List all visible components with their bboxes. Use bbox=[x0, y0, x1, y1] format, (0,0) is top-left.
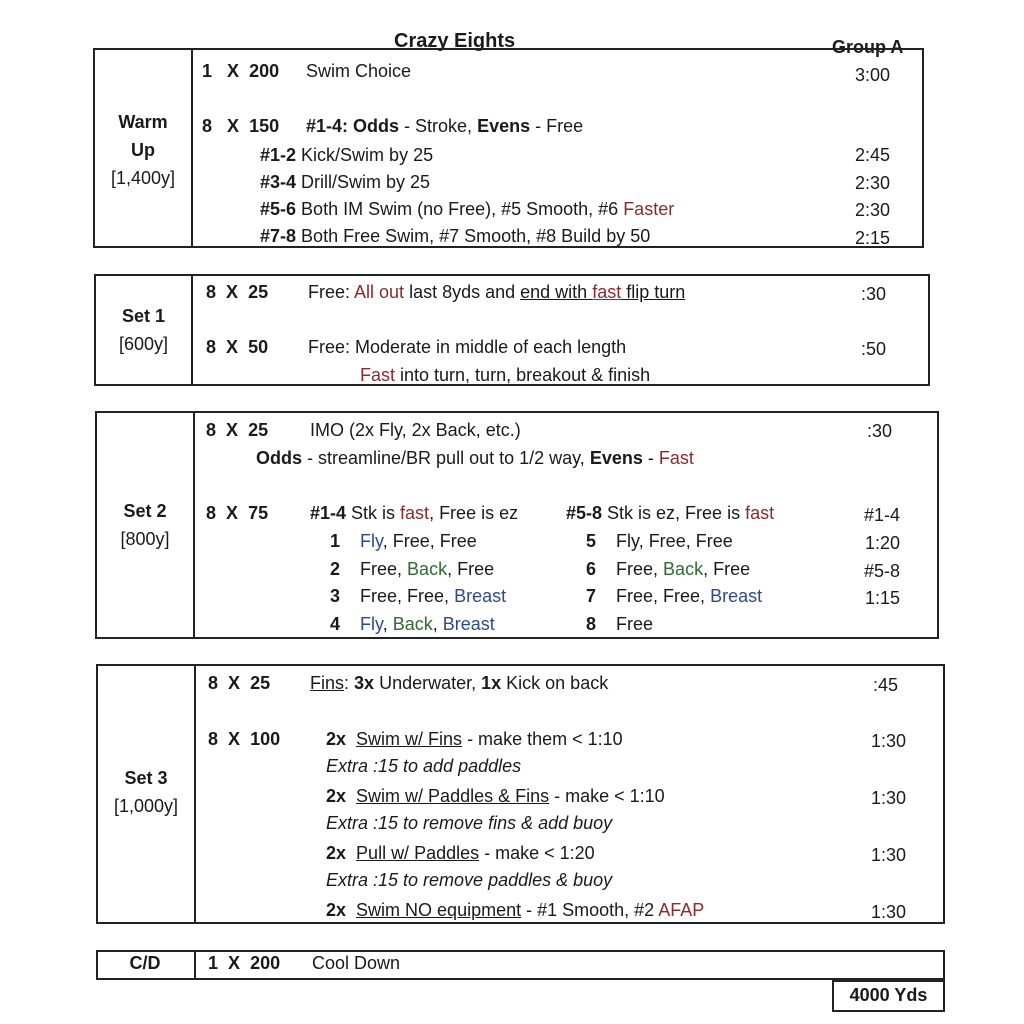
distance: 75 bbox=[248, 503, 269, 523]
set2-right-item-8 bbox=[586, 611, 653, 637]
total-yards: 4000 Yds bbox=[849, 985, 928, 1005]
rep-text: 2x bbox=[326, 786, 347, 806]
sub-number: #3-4 bbox=[260, 172, 297, 192]
set3-row1-time: :45 bbox=[872, 675, 898, 695]
distance: 25 bbox=[250, 673, 271, 693]
set2-time-val1: 1:20 bbox=[864, 533, 900, 553]
item-number: 1 bbox=[330, 531, 341, 551]
item-number: 7 bbox=[586, 586, 597, 606]
back-text: Back bbox=[663, 559, 704, 579]
text: Free, bbox=[616, 559, 664, 579]
set3-item-2-time: 1:30 bbox=[870, 788, 906, 808]
text: , bbox=[382, 614, 393, 634]
odds-label: Odds bbox=[256, 448, 303, 468]
set1-row1-time: :30 bbox=[860, 284, 886, 304]
underlined-text: end with bbox=[520, 282, 593, 302]
set3-item-1-time: 1:30 bbox=[870, 731, 906, 751]
text: , Free bbox=[447, 559, 495, 579]
fast-text: fast bbox=[592, 282, 622, 302]
breast-text: Breast bbox=[442, 614, 495, 634]
underlined-text: Swim NO equipment bbox=[356, 900, 522, 920]
distance: 25 bbox=[248, 282, 269, 302]
fast-text: fast bbox=[745, 503, 775, 523]
item-number: 2 bbox=[330, 559, 341, 579]
fast-text: Fast bbox=[360, 365, 396, 385]
x: X bbox=[228, 673, 241, 693]
sub-desc: Both IM Swim (no Free), #5 Smooth, #6 bbox=[301, 199, 624, 219]
back-text: Back bbox=[392, 614, 433, 634]
set1-label bbox=[96, 302, 191, 358]
underlined-text: flip turn bbox=[621, 282, 686, 302]
set2-right-head bbox=[566, 500, 774, 526]
text: Kick on back bbox=[501, 673, 609, 693]
warmup-sub2-time: 2:30 bbox=[854, 173, 890, 193]
cooldown-set bbox=[208, 953, 280, 974]
set2-label bbox=[97, 497, 193, 553]
warmup-sub2 bbox=[260, 169, 430, 195]
item-number: 8 bbox=[586, 614, 597, 634]
warmup-label-line1: Warm bbox=[118, 112, 168, 132]
text: into turn, turn, breakout & finish bbox=[395, 365, 651, 385]
text: Free bbox=[616, 614, 654, 634]
fly-text: Fly bbox=[360, 614, 383, 634]
text: - bbox=[642, 448, 659, 468]
warmup-row1-desc: Swim Choice bbox=[306, 61, 412, 81]
text: - make < 1:10 bbox=[549, 786, 665, 806]
x: X bbox=[227, 61, 240, 81]
count: 8 bbox=[206, 420, 217, 440]
sub-number: #1-2 bbox=[260, 145, 297, 165]
set2-row2-desc bbox=[256, 445, 694, 471]
count: 8 bbox=[206, 337, 217, 357]
rep-text: 3x bbox=[354, 673, 375, 693]
sub-desc: Both Free Swim, #7 Smooth, #8 Build by 50 bbox=[301, 226, 651, 246]
text: last 8yds and bbox=[404, 282, 521, 302]
divider bbox=[191, 48, 193, 248]
text: Stk is bbox=[346, 503, 401, 523]
text: , Free bbox=[703, 559, 751, 579]
text: Stk is ez, Free is bbox=[602, 503, 746, 523]
underlined-text: Swim w/ Fins bbox=[356, 729, 463, 749]
x: X bbox=[226, 282, 239, 302]
warmup-sub4 bbox=[260, 223, 650, 249]
set3-item-3-extra: Extra :15 to remove paddles & buoy bbox=[326, 870, 613, 890]
warmup-sub1 bbox=[260, 142, 433, 168]
sub-number: #5-6 bbox=[260, 199, 297, 219]
sub-desc: Drill/Swim by 25 bbox=[301, 172, 431, 192]
set2-row3-set bbox=[206, 500, 268, 526]
divider bbox=[191, 274, 193, 386]
distance: 200 bbox=[250, 953, 281, 973]
warmup-sub1-time: 2:45 bbox=[854, 145, 890, 165]
set1-row2-set bbox=[206, 334, 268, 360]
set1-row2-time: :50 bbox=[860, 339, 886, 359]
afap-text: AFAP bbox=[658, 900, 705, 920]
head-number: #5-8 bbox=[566, 503, 603, 523]
set2-time-label1: #1-4 bbox=[863, 505, 900, 525]
rep-text: 2x bbox=[326, 843, 347, 863]
rep-text: 2x bbox=[326, 729, 347, 749]
warmup-sub3-time: 2:30 bbox=[854, 200, 890, 220]
count: 1 bbox=[202, 61, 213, 81]
set3-label bbox=[98, 764, 194, 820]
set1-row3-desc bbox=[360, 362, 650, 388]
set2-left-item-4 bbox=[330, 611, 495, 637]
set1-label-text: Set 1 bbox=[121, 306, 166, 326]
distance: 25 bbox=[248, 420, 269, 440]
fins-label: Fins bbox=[310, 673, 345, 693]
set3-item-2 bbox=[326, 783, 665, 809]
text: Free, Free, bbox=[616, 586, 711, 606]
item-number: 3 bbox=[330, 586, 341, 606]
text: - #1 Smooth, #2 bbox=[521, 900, 659, 920]
odds-label: #1-4: Odds bbox=[306, 116, 400, 136]
text: Underwater, bbox=[374, 673, 482, 693]
sub-number: #7-8 bbox=[260, 226, 297, 246]
set2-label-text: Set 2 bbox=[123, 501, 167, 521]
distance: 100 bbox=[250, 729, 281, 749]
count: 8 bbox=[208, 673, 219, 693]
distance: 50 bbox=[248, 337, 269, 357]
rep-text: 2x bbox=[326, 900, 347, 920]
set1-row1-set bbox=[206, 279, 268, 305]
count: 8 bbox=[206, 282, 217, 302]
fast-text: fast bbox=[400, 503, 430, 523]
x: X bbox=[226, 420, 239, 440]
text: - make them < 1:10 bbox=[462, 729, 623, 749]
count: 8 bbox=[206, 503, 217, 523]
head-number: #1-4 bbox=[310, 503, 347, 523]
x: X bbox=[228, 953, 241, 973]
set3-item-1 bbox=[326, 726, 623, 752]
text: - make < 1:20 bbox=[479, 843, 595, 863]
text: Free, Free, bbox=[360, 586, 455, 606]
set3-item-2-extra: Extra :15 to remove fins & add buoy bbox=[326, 813, 613, 833]
set1-row2-desc: Free: Moderate in middle of each length bbox=[308, 337, 627, 357]
fast-text: Fast bbox=[658, 448, 694, 468]
item-number: 6 bbox=[586, 559, 597, 579]
text: - Stroke, bbox=[399, 116, 478, 136]
sub-desc: Kick/Swim by 25 bbox=[301, 145, 434, 165]
count: 1 bbox=[208, 953, 219, 973]
set3-row1-desc bbox=[310, 670, 608, 696]
set2-left-head bbox=[310, 500, 518, 526]
underlined-text: Pull w/ Paddles bbox=[356, 843, 480, 863]
set3-item-1-extra: Extra :15 to add paddles bbox=[326, 756, 522, 776]
warmup-label-line2: Up bbox=[131, 140, 155, 160]
warmup-row2-desc bbox=[306, 113, 583, 139]
rep-text: 1x bbox=[481, 673, 502, 693]
warmup-yards: [1,400y] bbox=[110, 168, 176, 188]
faster-text: Faster bbox=[623, 199, 675, 219]
item-number: 5 bbox=[586, 531, 597, 551]
set3-row2-set bbox=[208, 726, 280, 752]
divider bbox=[194, 950, 196, 980]
evens-label: Evens bbox=[477, 116, 531, 136]
back-text: Back bbox=[407, 559, 448, 579]
distance: 150 bbox=[249, 116, 280, 136]
divider bbox=[193, 411, 195, 639]
warmup-row1-set bbox=[202, 58, 279, 84]
fly-text: Fly bbox=[360, 531, 383, 551]
set2-yards: [800y] bbox=[120, 529, 170, 549]
set1-yards: [600y] bbox=[118, 334, 169, 354]
set3-item-3 bbox=[326, 840, 595, 866]
all-out-text: All out bbox=[354, 282, 405, 302]
breast-text: Breast bbox=[710, 586, 763, 606]
set3-item-4 bbox=[326, 897, 704, 923]
divider bbox=[194, 664, 196, 924]
warmup-label bbox=[95, 108, 191, 192]
set2-left-item-3 bbox=[330, 583, 506, 609]
set3-item-3-time: 1:30 bbox=[870, 845, 906, 865]
distance: 200 bbox=[249, 61, 280, 81]
item-number: 4 bbox=[330, 614, 341, 634]
count: 8 bbox=[208, 729, 219, 749]
text: : bbox=[344, 673, 355, 693]
evens-label: Evens bbox=[589, 448, 643, 468]
breast-text: Breast bbox=[454, 586, 507, 606]
group-label: Group A bbox=[832, 37, 904, 57]
page-title: Crazy Eights bbox=[394, 30, 516, 52]
set3-row1-set bbox=[208, 670, 270, 696]
set2-left-item-2 bbox=[330, 556, 494, 582]
x: X bbox=[227, 116, 240, 136]
set2-right-item-6 bbox=[586, 556, 750, 582]
set3-label-text: Set 3 bbox=[124, 768, 168, 788]
warmup-sub4-time: 2:15 bbox=[854, 228, 890, 248]
count: 8 bbox=[202, 116, 213, 136]
set2-time-label2: #5-8 bbox=[863, 561, 900, 581]
set3-item-4-time: 1:30 bbox=[870, 902, 906, 922]
warmup-row2-set bbox=[202, 113, 279, 139]
x: X bbox=[228, 729, 241, 749]
text: - Free bbox=[530, 116, 584, 136]
x: X bbox=[226, 503, 239, 523]
set2-left-item-1 bbox=[330, 528, 477, 554]
underlined-text: Swim w/ Paddles & Fins bbox=[356, 786, 550, 806]
text: - streamline/BR pull out to 1/2 way, bbox=[302, 448, 590, 468]
text: , bbox=[432, 614, 443, 634]
warmup-sub3 bbox=[260, 196, 674, 222]
set2-right-item-7 bbox=[586, 583, 762, 609]
x: X bbox=[226, 337, 239, 357]
text: Free, bbox=[360, 559, 408, 579]
set2-row1-desc: IMO (2x Fly, 2x Back, etc.) bbox=[310, 420, 521, 440]
text: Fly, Free, Free bbox=[616, 531, 733, 551]
set2-row1-set bbox=[206, 417, 268, 443]
set2-right-item-5 bbox=[586, 528, 733, 554]
text: , Free, Free bbox=[382, 531, 477, 551]
cooldown-label: C/D bbox=[129, 953, 161, 973]
set3-yards: [1,000y] bbox=[113, 796, 179, 816]
set1-row1-desc bbox=[308, 279, 685, 305]
text: , Free is ez bbox=[429, 503, 519, 523]
text: Free: bbox=[308, 282, 355, 302]
set2-row1-time: :30 bbox=[866, 421, 892, 441]
warmup-row1-time: 3:00 bbox=[854, 65, 890, 85]
cooldown-desc: Cool Down bbox=[312, 953, 401, 973]
set2-time-val2: 1:15 bbox=[864, 588, 900, 608]
